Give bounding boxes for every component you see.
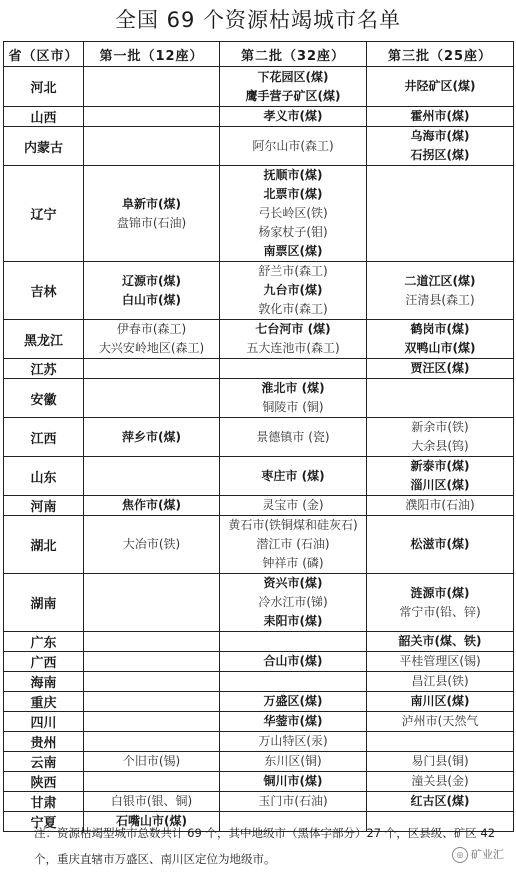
- batch-2-cell: [220, 692, 367, 712]
- batch-1-cell: [84, 732, 220, 752]
- table-row: [4, 652, 514, 672]
- province-cell: 贵州: [4, 732, 84, 752]
- batch-2-cell: [220, 652, 367, 672]
- city-entry: 韶关市(煤、铁): [398, 634, 482, 648]
- city-entry: 资兴市(煤): [263, 576, 323, 590]
- table-row: [4, 692, 514, 712]
- city-entry: 泸州市(天然气: [401, 714, 479, 728]
- batch-1-cell: [84, 516, 220, 574]
- batch-3-cell: [367, 752, 514, 772]
- batch-1-cell: [84, 262, 220, 320]
- batch-3-cell: [367, 732, 514, 752]
- city-entry: 石拐区(煤): [410, 148, 470, 162]
- batch-2-cell: [220, 712, 367, 732]
- batch-3-cell: [367, 67, 514, 107]
- batch-3-cell: [367, 772, 514, 792]
- city-list-table: [3, 41, 514, 832]
- city-entry: 景德镇市 (瓷): [256, 429, 330, 444]
- province-cell: 河北: [4, 67, 84, 107]
- city-entry: 灵宝市 (金): [262, 498, 324, 512]
- city-entry: 易门县(铜): [411, 754, 469, 768]
- city-entry: 霍州市(煤): [410, 109, 470, 123]
- province-cell: 辽宁: [4, 166, 84, 262]
- city-entry: 红古区(煤): [410, 794, 470, 808]
- city-entry: 东川区(铜): [264, 754, 322, 768]
- city-entry: 新泰市(煤): [410, 459, 470, 473]
- city-entry: 阜新市(煤): [122, 196, 181, 211]
- batch-1-cell: [84, 379, 220, 418]
- province-cell: 内蒙古: [4, 127, 84, 166]
- batch-3-cell: [367, 262, 514, 320]
- batch-1-cell: [84, 107, 220, 127]
- batch-2-cell: [220, 262, 367, 320]
- batch-1-cell: [84, 359, 220, 379]
- city-entry: 阿尔山市(森工): [252, 138, 334, 153]
- city-entry: 杨家杖子(钼): [258, 225, 328, 239]
- city-entry: 双鸭山市(煤): [404, 341, 476, 355]
- table-row: [4, 752, 514, 772]
- city-entry: 白银市(银、铜): [110, 794, 193, 808]
- table-row: [4, 772, 514, 792]
- batch-3-cell: [367, 379, 514, 418]
- city-entry: 平桂管理区(锡): [399, 654, 481, 668]
- table-row: [4, 166, 514, 262]
- city-entry: 盘锦市(石油): [116, 215, 187, 230]
- province-cell: 山东: [4, 457, 84, 496]
- city-entry: 昌江县(铁): [411, 674, 469, 688]
- batch-3-cell: [367, 320, 514, 359]
- batch-1-cell: [84, 792, 220, 812]
- table-row: [4, 320, 514, 359]
- wechat-icon: ◎: [452, 847, 468, 863]
- batch-3-cell: [367, 516, 514, 574]
- city-entry: 鹤岗市(煤): [410, 322, 470, 336]
- batch-1-cell: [84, 457, 220, 496]
- batch-2-cell: [220, 496, 367, 516]
- city-entry: 大兴安岭地区(森工): [98, 341, 205, 355]
- table-row: [4, 107, 514, 127]
- city-entry: 合山市(煤): [263, 654, 323, 668]
- province-cell: 山西: [4, 107, 84, 127]
- city-entry: 万盛区(煤): [263, 694, 323, 708]
- table-row: [4, 262, 514, 320]
- city-entry: 汪清县(森工): [405, 292, 475, 307]
- city-entry: 耒阳市(煤): [263, 614, 323, 628]
- city-entry: 大余县(钨): [411, 439, 469, 453]
- city-entry: 白山市(煤): [122, 292, 181, 307]
- batch-3-cell: [367, 127, 514, 166]
- city-entry: 下花园区(煤): [257, 69, 329, 84]
- province-cell: 湖北: [4, 516, 84, 574]
- batch-2-cell: [220, 418, 367, 457]
- city-entry: 铜陵市 (铜): [262, 400, 324, 414]
- batch-1-cell: [84, 632, 220, 652]
- table-header-row: [4, 42, 514, 67]
- city-entry: 万山特区(汞): [258, 734, 328, 748]
- table-body: [4, 67, 514, 832]
- province-cell: 四川: [4, 712, 84, 732]
- batch-3-cell: [367, 166, 514, 262]
- city-entry: 北票市(煤): [263, 187, 323, 201]
- batch-2-cell: [220, 320, 367, 359]
- table-row: [4, 732, 514, 752]
- batch-2-cell: [220, 379, 367, 418]
- table-row: [4, 574, 514, 632]
- batch-2-cell: [220, 107, 367, 127]
- city-entry: 井陉矿区(煤): [404, 79, 476, 93]
- city-entry: 舒兰市(森工): [258, 264, 328, 278]
- batch-1-cell: [84, 574, 220, 632]
- batch-1-cell: [84, 67, 220, 107]
- batch-3-cell: [367, 652, 514, 672]
- batch-2-cell: [220, 516, 367, 574]
- batch-1-cell: [84, 712, 220, 732]
- table-row: [4, 712, 514, 732]
- city-entry: 伊春市(森工): [116, 322, 187, 336]
- batch-1-cell: [84, 127, 220, 166]
- batch-1-cell: [84, 672, 220, 692]
- batch-3-cell: [367, 107, 514, 127]
- table-row: [4, 418, 514, 457]
- batch-2-cell: [220, 672, 367, 692]
- province-cell: 安徽: [4, 379, 84, 418]
- province-cell: 甘肃: [4, 792, 84, 812]
- city-entry: 冷水江市(锑): [258, 595, 328, 609]
- batch-3-cell: [367, 632, 514, 652]
- header-province: 省（区市）: [4, 42, 84, 67]
- city-entry: 涟源市(煤): [410, 585, 470, 600]
- batch-2-cell: [220, 457, 367, 496]
- city-entry: 南川区(煤): [410, 694, 470, 708]
- city-entry: 新余市(铁): [411, 420, 469, 434]
- table-row: [4, 359, 514, 379]
- city-entry: 弓长岭区(铁): [258, 206, 328, 220]
- batch-3-cell: [367, 359, 514, 379]
- table-row: [4, 792, 514, 812]
- city-entry: 南票区(煤): [263, 244, 323, 258]
- table-row: [4, 516, 514, 574]
- batch-2-cell: [220, 632, 367, 652]
- batch-3-cell: [367, 792, 514, 812]
- batch-1-cell: [84, 752, 220, 772]
- table-row: [4, 457, 514, 496]
- province-cell: 重庆: [4, 692, 84, 712]
- batch-3-cell: [367, 496, 514, 516]
- city-entry: 二道江区(煤): [404, 273, 476, 288]
- province-cell: 广东: [4, 632, 84, 652]
- batch-3-cell: [367, 692, 514, 712]
- batch-2-cell: [220, 127, 367, 166]
- city-entry: 钟祥市 (磷): [262, 556, 324, 570]
- city-entry: 濮阳市(石油): [405, 498, 475, 512]
- city-entry: 黄石市(铁铜煤和硅灰石): [228, 518, 358, 532]
- batch-1-cell: [84, 652, 220, 672]
- city-entry: 七台河市 (煤): [255, 322, 331, 336]
- batch-1-cell: [84, 166, 220, 262]
- batch-3-cell: [367, 418, 514, 457]
- city-entry: 石嘴山市(煤): [116, 814, 187, 828]
- city-entry: 铜川市(煤): [263, 774, 323, 788]
- city-entry: 敦化市(森工): [258, 302, 328, 316]
- city-entry: 淄川区(煤): [410, 478, 470, 492]
- table-row: [4, 127, 514, 166]
- city-entry: 华蓥市(煤): [263, 714, 323, 728]
- table-row: [4, 672, 514, 692]
- province-cell: 江西: [4, 418, 84, 457]
- table-row: [4, 379, 514, 418]
- city-entry: 九台市(煤): [263, 283, 323, 297]
- header-batch-1: 第一批（12座）: [84, 42, 220, 67]
- table-row: [4, 632, 514, 652]
- province-cell: 云南: [4, 752, 84, 772]
- batch-1-cell: [84, 692, 220, 712]
- city-entry: 大冶市(铁): [122, 537, 181, 551]
- city-entry: 抚顺市(煤): [263, 168, 323, 182]
- city-entry: 潼关县(金): [411, 774, 469, 788]
- batch-3-cell: [367, 672, 514, 692]
- city-entry: 五大连池市(森工): [246, 341, 340, 355]
- province-cell: 宁夏: [4, 812, 84, 832]
- province-cell: 黑龙江: [4, 320, 84, 359]
- city-entry: 鹰手营子矿区(煤): [245, 88, 341, 103]
- province-cell: 江苏: [4, 359, 84, 379]
- province-cell: 河南: [4, 496, 84, 516]
- page-title: 全国 69 个资源枯竭城市名单: [114, 8, 402, 32]
- province-cell: 陕西: [4, 772, 84, 792]
- province-cell: 广西: [4, 652, 84, 672]
- batch-2-cell: [220, 166, 367, 262]
- batch-2-cell: [220, 359, 367, 379]
- batch-1-cell: [84, 772, 220, 792]
- city-entry: 常宁市(铅、锌): [399, 604, 481, 619]
- footnote: 注：资源枯竭型城市总数共计 69 个，其中地级市（黑体字部分）27 个，区县级、矿区 42 个，重庆直辖市万盛区、南川区定位为地级市。: [34, 826, 496, 866]
- watermark: [452, 846, 504, 863]
- batch-2-cell: [220, 772, 367, 792]
- city-entry: 贾汪区(煤): [410, 361, 470, 375]
- province-cell: 湖南: [4, 574, 84, 632]
- batch-1-cell: [84, 496, 220, 516]
- city-entry: 个旧市(锡): [122, 754, 181, 768]
- city-entry: 萍乡市(煤): [122, 429, 181, 444]
- city-entry: 淮北市 (煤): [261, 381, 325, 395]
- table-row: [4, 496, 514, 516]
- city-entry: 孝义市(煤): [263, 109, 323, 123]
- province-cell: 海南: [4, 672, 84, 692]
- watermark-text: 矿业汇: [471, 848, 504, 861]
- batch-2-cell: [220, 732, 367, 752]
- city-entry: 潜江市 (石油): [256, 537, 330, 551]
- batch-2-cell: [220, 792, 367, 812]
- city-entry: 枣庄市 (煤): [261, 468, 325, 483]
- city-entry: 乌海市(煤): [410, 129, 470, 143]
- batch-1-cell: [84, 418, 220, 457]
- batch-3-cell: [367, 574, 514, 632]
- city-entry: 焦作市(煤): [122, 498, 181, 512]
- table-row: [4, 67, 514, 107]
- header-batch-2: 第二批（32座）: [220, 42, 367, 67]
- province-cell: 吉林: [4, 262, 84, 320]
- city-entry: 松滋市(煤): [410, 537, 470, 551]
- header-batch-3: 第三批（25座）: [367, 42, 514, 67]
- batch-2-cell: [220, 67, 367, 107]
- batch-1-cell: [84, 320, 220, 359]
- batch-3-cell: [367, 457, 514, 496]
- batch-2-cell: [220, 574, 367, 632]
- city-entry: 玉门市(石油): [258, 794, 328, 808]
- batch-2-cell: [220, 752, 367, 772]
- batch-3-cell: [367, 712, 514, 732]
- city-entry: 辽源市(煤): [122, 273, 181, 288]
